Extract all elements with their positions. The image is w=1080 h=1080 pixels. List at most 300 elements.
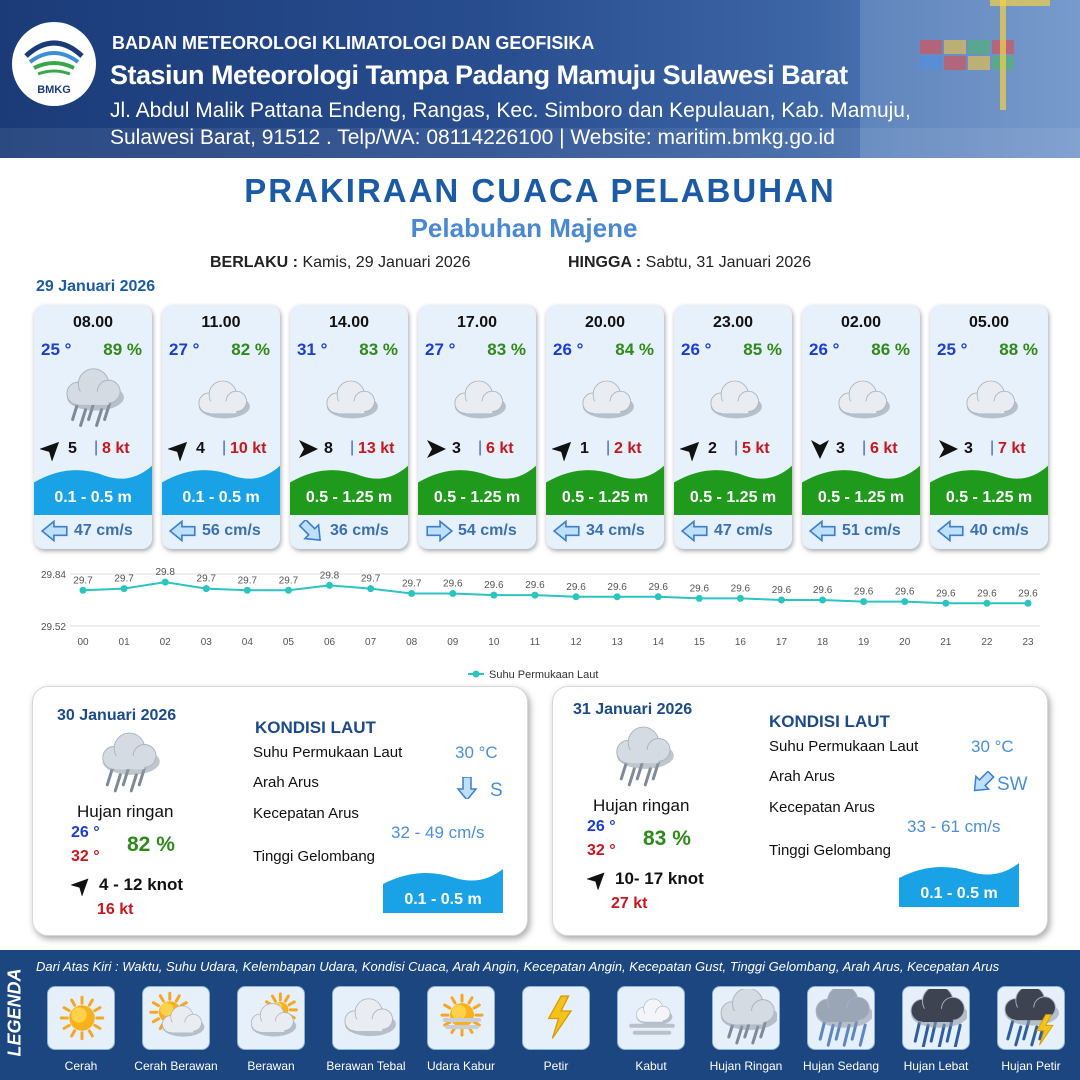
gust-speed: 8 kt [102, 440, 130, 457]
sst-point [778, 597, 785, 604]
sst-point [1025, 600, 1032, 607]
sea-condition-title: KONDISI LAUT [769, 712, 890, 731]
sea-surface-temperature: 30 °C [971, 737, 1014, 756]
x-tick-label: 22 [981, 637, 993, 648]
daily-max-temperature: 32 ° [71, 848, 100, 865]
heavy-cloud-icon [698, 365, 768, 435]
day-1-date: 29 Januari 2026 [36, 278, 156, 295]
wind-direction [40, 437, 64, 461]
current-direction [296, 520, 326, 547]
air-temperature: 27 ° [425, 340, 456, 359]
wind-direction [680, 437, 704, 461]
gust-speed: 10 kt [230, 440, 267, 457]
daily-min-temperature: 26 ° [587, 818, 616, 835]
gust-speed: 2 kt [614, 440, 642, 457]
sst-point [326, 582, 333, 589]
legend-item-label: Cerah Berawan [134, 1059, 218, 1073]
forecast-time: 05.00 [968, 314, 1010, 331]
wave-height: 0.5 - 1.25 m [305, 489, 393, 506]
weather-condition [698, 365, 768, 440]
wind-direction-icon [71, 874, 93, 896]
heavy-cloud-icon [954, 365, 1024, 435]
legend-item-label: Petir [543, 1059, 569, 1073]
y-tick-label: 29.84 [40, 570, 66, 581]
humidity: 83 % [487, 340, 526, 359]
wind-direction-icon [680, 437, 704, 461]
sst-label: Suhu Permukaan Laut [769, 738, 919, 755]
daily-humidity: 82 % [127, 833, 175, 856]
forecast-card [930, 305, 1048, 549]
daily-date: 30 Januari 2026 [57, 707, 177, 724]
daily-gust-speed: 16 kt [97, 901, 134, 918]
humidity: 84 % [615, 340, 654, 359]
current-direction-icon [680, 520, 710, 542]
sst-data-label: 29.7 [196, 573, 216, 585]
sst-point [490, 592, 497, 599]
x-tick-label: 06 [323, 637, 336, 648]
legend-icon-box [712, 986, 780, 1050]
x-tick-label: 07 [365, 637, 377, 648]
humidity: 86 % [871, 340, 910, 359]
current-speed: 56 cm/s [202, 522, 261, 539]
thunderstorm-icon [1002, 989, 1062, 1047]
legend-item-label: Berawan [247, 1059, 295, 1073]
sst-data-label: 29.7 [360, 573, 381, 585]
wind-direction-icon [552, 437, 576, 461]
air-temperature: 25 ° [41, 340, 72, 359]
valid-from-value: Kamis, 29 Januari 2026 [302, 254, 471, 271]
sun-icon [52, 989, 112, 1047]
weather-condition [186, 365, 256, 440]
wave-height: 0.5 - 1.25 m [817, 489, 905, 506]
legend-item-label: Hujan Petir [1001, 1059, 1061, 1073]
wind-separator: | [606, 439, 611, 456]
current-speed-label: Kecepatan Arus [769, 799, 875, 816]
legend [0, 950, 1080, 1080]
gust-speed: 5 kt [742, 440, 770, 457]
air-temperature: 26 ° [809, 340, 840, 359]
sst-chart [0, 560, 1080, 684]
heavy-cloud-icon [570, 365, 640, 435]
legend-icon-box [997, 986, 1065, 1050]
gust-speed: 6 kt [486, 440, 514, 457]
forecast-time: 08.00 [72, 314, 114, 331]
daily-gust-speed: 27 kt [611, 895, 648, 912]
legend-description: Dari Atas Kiri : Waktu, Suhu Udara, Kelembapan Udara, Kondisi Cuaca, Arah Angin, Kecepatan Angin, Kecepatan Gust, Tinggi Gelombang, Arah Arus, Kecepatan Arus [36, 959, 1000, 974]
forecast-time: 14.00 [328, 314, 370, 331]
wind-direction [424, 437, 448, 461]
x-tick-label: 11 [529, 637, 541, 648]
forecast-time: 23.00 [712, 314, 754, 331]
heavy-cloud-icon [186, 365, 256, 435]
legend-icon-box [332, 986, 400, 1050]
sea-surface-temperature: 30 °C [455, 743, 498, 762]
valid-to-label: HINGGA : [568, 254, 642, 271]
gust-speed: 13 kt [358, 440, 395, 457]
sst-point [573, 593, 580, 600]
air-temperature: 26 ° [681, 340, 712, 359]
legend-item [794, 986, 888, 1073]
current-speed: 47 cm/s [74, 522, 133, 539]
legend-item [129, 986, 223, 1073]
sst-data-label: 29.6 [812, 585, 833, 596]
x-tick-label: 13 [611, 637, 623, 648]
sst-data-label: 29.6 [853, 586, 874, 598]
humidity: 82 % [231, 340, 270, 359]
x-tick-label: 14 [652, 637, 664, 648]
sst-data-label: 29.6 [689, 583, 710, 595]
legend-icon-box [47, 986, 115, 1050]
sst-point [696, 595, 703, 602]
x-tick-label: 21 [940, 637, 952, 648]
wind-separator: | [734, 439, 739, 456]
current-direction-icon [40, 520, 70, 542]
daily-wind-direction [71, 874, 93, 901]
daily-wind-direction [587, 868, 609, 895]
light-rain-icon [91, 727, 167, 803]
daily-humidity: 83 % [643, 827, 691, 850]
wave-height: 0.5 - 1.25 m [689, 489, 777, 506]
current-speed: 51 cm/s [842, 522, 901, 539]
daily-current-direction: S [490, 780, 503, 801]
station-name: Stasiun Meteorologi Tampa Padang Mamuju Sulawesi Barat [110, 60, 848, 90]
current-direction-icon [453, 777, 481, 799]
sst-data-label: 29.6 [566, 581, 586, 593]
wind-separator: | [94, 439, 99, 456]
legend-item-label: Hujan Lebat [903, 1059, 969, 1073]
wind-direction-icon [168, 437, 192, 461]
humidity: 83 % [359, 340, 398, 359]
x-tick-label: 17 [775, 637, 788, 648]
wind-direction-icon [296, 437, 320, 461]
legend-item-label: Berawan Tebal [326, 1059, 406, 1073]
light-rain-icon [58, 365, 128, 435]
sst-data-label: 29.6 [895, 586, 915, 598]
y-tick-label: 29.52 [40, 622, 66, 633]
wind-direction-icon [808, 437, 832, 461]
header-banner [0, 0, 1080, 158]
daily-current-direction-arrow [453, 777, 481, 804]
port-name: Pelabuhan Majene [410, 213, 638, 243]
wind-speed: 8 [324, 440, 333, 457]
current-direction-label: Arah Arus [253, 774, 319, 791]
bmkg-logo [12, 22, 96, 106]
wave-height-label: Tinggi Gelombang [769, 842, 892, 859]
sst-point [408, 590, 415, 597]
wind-direction-icon [424, 437, 448, 461]
sea-condition-title: KONDISI LAUT [255, 718, 376, 737]
humidity: 89 % [103, 340, 142, 359]
daily-min-temperature: 26 ° [71, 824, 100, 841]
daily-weather-condition [91, 727, 167, 808]
x-tick-label: 00 [77, 637, 89, 648]
legend-item-label: Hujan Sedang [802, 1059, 880, 1073]
gust-speed: 7 kt [998, 440, 1026, 457]
current-speed: 40 cm/s [970, 522, 1029, 539]
sst-label: Suhu Permukaan Laut [253, 744, 403, 761]
sst-data-label: 29.6 [1018, 588, 1038, 600]
daily-wave-height: 0.1 - 0.5 m [404, 891, 482, 908]
x-tick-label: 19 [858, 637, 870, 648]
sst-data-label: 29.6 [443, 578, 463, 590]
x-tick-label: 20 [899, 637, 911, 648]
current-direction [936, 520, 966, 547]
bmkg-logo-icon [12, 22, 96, 82]
wave-height: 0.1 - 0.5 m [54, 489, 132, 506]
legend-icon-box [807, 986, 875, 1050]
current-direction-icon [936, 520, 966, 542]
current-direction [40, 520, 70, 547]
sst-point [80, 587, 87, 594]
sst-point [942, 600, 949, 607]
sst-data-label: 29.6 [977, 588, 997, 600]
daily-current-direction-arrow [969, 771, 997, 798]
forecast-time: 17.00 [456, 314, 498, 331]
legend-item-label: Cerah [64, 1059, 98, 1073]
cloud-sun-small-icon [242, 989, 302, 1047]
wind-separator: | [222, 439, 227, 456]
fog-icon [622, 989, 682, 1047]
sst-point [449, 590, 456, 597]
x-tick-label: 02 [159, 637, 171, 648]
legend-item [34, 986, 128, 1073]
current-speed: 36 cm/s [330, 522, 389, 539]
sst-point [737, 595, 744, 602]
gust-speed: 6 kt [870, 440, 898, 457]
sst-point [121, 585, 128, 592]
heavy-cloud-icon [314, 365, 384, 435]
legend-marker [473, 671, 480, 678]
legend-icon-box [902, 986, 970, 1050]
sst-point [901, 598, 908, 605]
wind-speed: 3 [836, 440, 845, 457]
legend-title: LEGENDA [4, 968, 25, 1057]
daily-max-temperature: 32 ° [587, 842, 616, 859]
weather-condition [954, 365, 1024, 440]
current-direction-icon [424, 520, 454, 542]
forecast-card [34, 305, 152, 549]
legend-icon-box [237, 986, 305, 1050]
valid-to-value: Sabtu, 31 Januari 2026 [645, 254, 812, 271]
wind-direction-icon [40, 437, 64, 461]
wave-height: 0.5 - 1.25 m [433, 489, 521, 506]
current-direction-icon [969, 771, 997, 793]
x-tick-label: 10 [488, 637, 500, 648]
moderate-rain-icon [812, 989, 872, 1047]
sst-point [531, 592, 538, 599]
wave-height: 0.1 - 0.5 m [182, 489, 260, 506]
legend-item [224, 986, 318, 1073]
forecast-card [546, 305, 664, 549]
sst-point [203, 585, 210, 592]
wind-separator: | [990, 439, 995, 456]
sst-point [367, 585, 374, 592]
weather-condition [570, 365, 640, 440]
daily-date: 31 Januari 2026 [573, 701, 693, 718]
sst-data-label: 29.6 [525, 580, 545, 592]
weather-condition [826, 365, 896, 440]
current-direction [168, 520, 198, 547]
current-direction-icon [296, 520, 326, 542]
current-direction-label: Arah Arus [769, 768, 835, 785]
page-title: PRAKIRAAN CUACA PELABUHAN [244, 172, 836, 209]
daily-current-speed: 33 - 61 cm/s [907, 817, 1001, 836]
forecast-time: 02.00 [840, 314, 882, 331]
forecast-card [674, 305, 792, 549]
current-direction-icon [168, 520, 198, 542]
sst-data-label: 29.6 [484, 580, 504, 592]
light-rain-icon [605, 721, 681, 797]
sst-point [655, 593, 662, 600]
valid-from-label: BERLAKU : [210, 254, 298, 271]
wind-direction-icon [587, 868, 609, 890]
organization-name: BADAN METEOROLOGI KLIMATOLOGI DAN GEOFISIKA [112, 33, 595, 53]
sst-data-label: 29.7 [278, 575, 299, 587]
wind-speed: 3 [452, 440, 461, 457]
light-rain-icon [717, 989, 777, 1047]
x-tick-label: 12 [570, 637, 582, 648]
sst-data-label: 29.6 [936, 588, 956, 600]
sst-data-label: 29.7 [114, 573, 134, 585]
current-direction-icon [808, 520, 838, 542]
legend-icon-box [522, 986, 590, 1050]
current-direction [680, 520, 710, 547]
wind-direction [808, 437, 832, 461]
legend-icon-box [427, 986, 495, 1050]
sst-data-label: 29.7 [401, 578, 422, 590]
daily-condition-text: Hujan ringan [77, 802, 174, 821]
heavy-rain-icon [907, 989, 967, 1047]
wind-separator: | [350, 439, 355, 456]
daily-current-speed: 32 - 49 cm/s [391, 823, 485, 842]
forecast-time: 20.00 [584, 314, 626, 331]
lightning-icon [527, 989, 587, 1047]
legend-item [414, 986, 508, 1073]
sst-point [614, 593, 621, 600]
legend-icon-box [142, 986, 210, 1050]
current-direction [424, 520, 454, 547]
legend-item [604, 986, 698, 1073]
legend-item [319, 986, 413, 1073]
heavy-cloud-icon [337, 989, 397, 1047]
x-tick-label: 08 [406, 637, 418, 648]
forecast-time: 11.00 [201, 314, 241, 331]
current-direction [808, 520, 838, 547]
x-tick-label: 15 [693, 637, 705, 648]
x-tick-label: 23 [1022, 637, 1034, 648]
wind-separator: | [862, 439, 867, 456]
wind-direction-icon [936, 437, 960, 461]
address-line-1: Jl. Abdul Malik Pattana Endeng, Rangas, Kec. Simboro dan Kepulauan, Kab. Mamuju, [110, 99, 911, 122]
current-speed: 47 cm/s [714, 522, 773, 539]
station-address [110, 97, 1070, 151]
sst-point [860, 598, 867, 605]
wave-height: 0.5 - 1.25 m [561, 489, 649, 506]
sst-data-label: 29.6 [771, 585, 792, 596]
x-tick-label: 16 [734, 637, 746, 648]
air-temperature: 27 ° [169, 340, 200, 359]
current-speed-label: Kecepatan Arus [253, 805, 359, 822]
weather-condition [58, 365, 128, 440]
sun-cloud-icon [147, 989, 207, 1047]
sst-line [83, 582, 1028, 603]
wind-direction [168, 437, 192, 461]
wind-direction [296, 437, 320, 461]
legend-side [0, 950, 30, 1080]
forecast-card [418, 305, 536, 549]
wind-speed: 3 [964, 440, 973, 457]
air-temperature: 26 ° [553, 340, 584, 359]
wind-direction [552, 437, 576, 461]
sst-point [162, 579, 169, 586]
address-line-2: Sulawesi Barat, 91512 . Telp/WA: 08114226100 | Website: maritim.bmkg.go.id [110, 126, 835, 149]
legend-item [889, 986, 983, 1073]
current-direction [552, 520, 582, 547]
logo-text: BMKG [37, 84, 71, 96]
current-speed: 34 cm/s [586, 522, 645, 539]
x-tick-label: 09 [447, 637, 459, 648]
heavy-cloud-icon [826, 365, 896, 435]
weather-condition [314, 365, 384, 440]
legend-icon-box [617, 986, 685, 1050]
sst-point [244, 587, 251, 594]
sst-data-label: 29.6 [607, 581, 627, 593]
humidity: 85 % [743, 340, 782, 359]
x-tick-label: 03 [200, 637, 212, 648]
sst-point [983, 600, 990, 607]
wind-speed: 2 [708, 440, 717, 457]
sst-data-label: 29.6 [648, 581, 668, 593]
wave-height-label: Tinggi Gelombang [253, 848, 376, 865]
air-temperature: 25 ° [937, 340, 968, 359]
sst-data-label: 29.7 [73, 575, 93, 587]
x-tick-label: 05 [282, 637, 294, 648]
air-temperature: 31 ° [297, 340, 328, 359]
daily-current-direction: SW [997, 774, 1028, 795]
legend-item [699, 986, 793, 1073]
valid-to [568, 254, 811, 272]
legend-series-name: Suhu Permukaan Laut [489, 669, 599, 681]
weather-condition [442, 365, 512, 440]
forecast-card [802, 305, 920, 549]
wind-direction [936, 437, 960, 461]
daily-wave-height: 0.1 - 0.5 m [920, 885, 998, 902]
forecast-card [162, 305, 280, 549]
wind-speed: 5 [68, 440, 77, 457]
sst-data-label: 29.8 [319, 570, 340, 582]
forecast-card [290, 305, 408, 549]
heavy-cloud-icon [442, 365, 512, 435]
daily-condition-text: Hujan ringan [593, 796, 690, 815]
wind-speed: 1 [580, 440, 589, 457]
x-tick-label: 18 [817, 637, 829, 648]
wind-separator: | [478, 439, 483, 456]
sst-data-label: 29.8 [155, 567, 175, 579]
legend-item-label: Kabut [635, 1059, 667, 1073]
legend-item-label: Udara Kabur [426, 1059, 496, 1073]
legend-item [509, 986, 603, 1073]
daily-wind-speed: 10- 17 knot [615, 869, 704, 888]
daily-weather-condition [605, 721, 681, 802]
current-speed: 54 cm/s [458, 522, 517, 539]
x-tick-label: 01 [118, 637, 130, 648]
sst-data-label: 29.6 [730, 583, 751, 595]
legend-item [984, 986, 1078, 1073]
daily-wind-speed: 4 - 12 knot [99, 875, 184, 894]
current-direction-icon [552, 520, 582, 542]
valid-from [210, 254, 471, 272]
humidity: 88 % [999, 340, 1038, 359]
